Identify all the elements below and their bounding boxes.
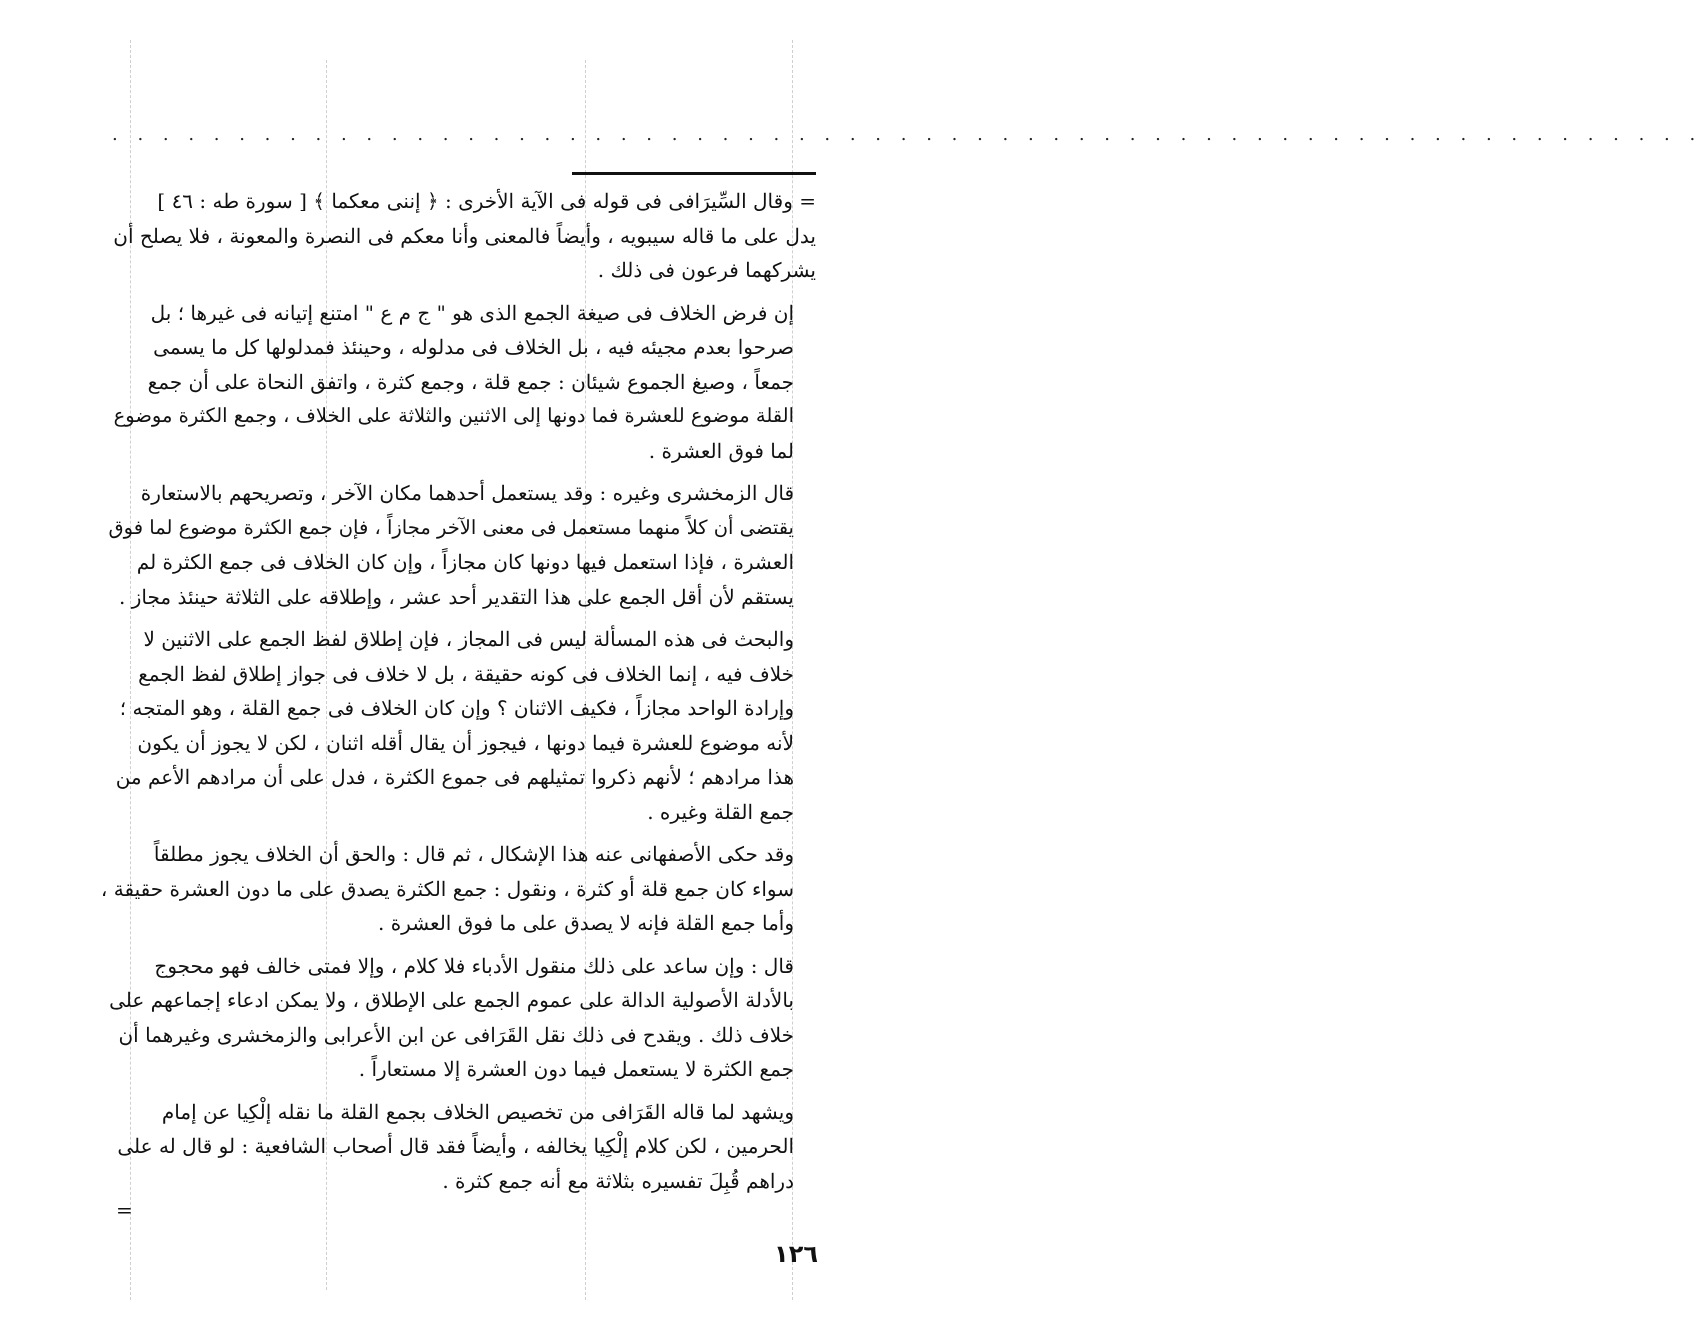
text-line: والبحث فى هذه المسألة ليس فى المجاز ، فإن إطلاق لفظ الجمع على الاثنين لا: [143, 627, 794, 651]
text-line: خلاف فيه ، إنما الخلاف فى كونه حقيقة ، بل لا خلاف فى جواز إطلاق لفظ الجمع: [138, 661, 794, 686]
text-line: جمع القلة وغيره .: [647, 799, 794, 824]
text-line: هذا مرادهم ؛ لأنهم ذكروا تمثيلهم فى جموع الكثرة ، فدل على أن مرادهم الأعم من: [115, 765, 794, 789]
page-number: ١٢٦: [774, 1240, 818, 1268]
paragraph-5: [100, 837, 816, 941]
paragraph-1: [100, 184, 816, 288]
text-line: ويشهد لما قاله القَرَافى من تخصيص الخلاف بجمع القلة ما نقله إلْكِيا عن إمام: [161, 1099, 794, 1124]
text-line: يدل على ما قاله سيبويه ، وأيضاً فالمعنى وأنا معكم فى النصرة والمعونة ، فلا يصلح أن: [113, 223, 816, 248]
text-line: إن فرض الخلاف فى صيغة الجمع الذى هو " ج م ع " امتنع إتيانه فى غيرها ؛ بل: [150, 300, 794, 325]
text-line: دراهم قُبِلَ تفسيره بثلاثة مع أنه جمع كثرة .: [442, 1168, 794, 1193]
text-line: يشركهما فرعون فى ذلك .: [597, 258, 816, 282]
dotted-separator: . . . . . . . . . . . . . . . . . . . . . . . . . . . . . . . . . . . . . . . . . . . . . . . . . . . . . . . . . . . . . . .: [112, 124, 1702, 145]
text-line: وإرادة الواحد مجازاً ، فكيف الاثنان ؟ وإن كان الخلاف فى جمع القلة ، وهو المتجه ؛: [119, 696, 794, 720]
text-line: جمع الكثرة لا يستعمل فيما دون العشرة إلا مستعاراً .: [358, 1057, 794, 1081]
footnote-separator-rule: [572, 172, 816, 175]
text-line: صرحوا بعدم مجيئه فيه ، بل الخلاف فى مدلوله ، وحينئذ فمدلولها كل ما يسمى: [153, 335, 794, 359]
text-line: الحرمين ، لكن كلام إلْكِيا يخالفه ، وأيضاً فقد قال أصحاب الشافعية : لو قال له على: [117, 1134, 794, 1158]
text-line: يقتضى أن كلاً منهما مستعمل فى معنى الآخر مجازاً ، فإن جمع الكثرة موضوع لما فوق: [108, 515, 794, 539]
text-line: سواء كان جمع قلة أو كثرة ، ونقول : جمع الكثرة يصدق على ما دون العشرة حقيقة ،: [100, 876, 794, 901]
footnote-text-block: [100, 184, 816, 1206]
text-line: بالأدلة الأصولية الدالة على عموم الجمع على الإطلاق ، ولا يمكن ادعاء إجماعهم على: [109, 988, 794, 1012]
text-line: قال : وإن ساعد على ذلك منقول الأدباء فلا كلام ، وإلا فمتى خالف فهو محجوج: [154, 953, 794, 978]
text-line: لما فوق العشرة .: [648, 438, 794, 463]
paragraph-7: [100, 1095, 816, 1199]
text-line: جمعاً ، وصيغ الجموع شيئان : جمع قلة ، وجمع كثرة ، واتفق النحاة على أن جمع: [147, 369, 794, 394]
continuation-mark: =: [116, 1198, 133, 1222]
paragraph-6: [100, 949, 816, 1087]
paragraph-4: [100, 622, 816, 829]
text-line: يستقم لأن أقل الجمع على هذا التقدير أحد عشر ، وإطلاقه على الثلاثة حينئذ مجاز .: [119, 584, 794, 609]
paragraph-3: [100, 476, 816, 614]
text-line: القلة موضوع للعشرة فما دونها إلى الاثنين والثلاثة على الخلاف ، وجمع الكثرة موضوع: [113, 404, 794, 427]
paragraph-2: [100, 296, 816, 469]
text-line: لأنه موضوع للعشرة فيما دونها ، فيجوز أن يقال أقله اثنان ، لكن لا يجوز أن يكون: [137, 730, 794, 755]
text-line: وقد حكى الأصفهانى عنه هذا الإشكال ، ثم قال : والحق أن الخلاف يجوز مطلقاً: [153, 842, 794, 866]
text-line: قال الزمخشرى وغيره : وقد يستعمل أحدهما مكان الآخر ، وتصريحهم بالاستعارة: [140, 481, 794, 505]
text-line: = وقال السِّيرَافى فى قوله فى الآية الأخرى : ﴿ إننى معكما ﴾ [ سورة طه : ٤٦ ]: [157, 189, 816, 213]
text-line: خلاف ذلك . ويقدح فى ذلك نقل القَرَافى عن ابن الأعرابى والزمخشرى وغيرهما أن: [118, 1022, 794, 1047]
text-line: وأما جمع القلة فإنه لا يصدق على ما فوق العشرة .: [377, 911, 794, 935]
text-line: العشرة ، فإذا استعمل فيها دونها كان مجازاً ، وإن كان الخلاف فى جمع الكثرة لم: [136, 550, 794, 574]
